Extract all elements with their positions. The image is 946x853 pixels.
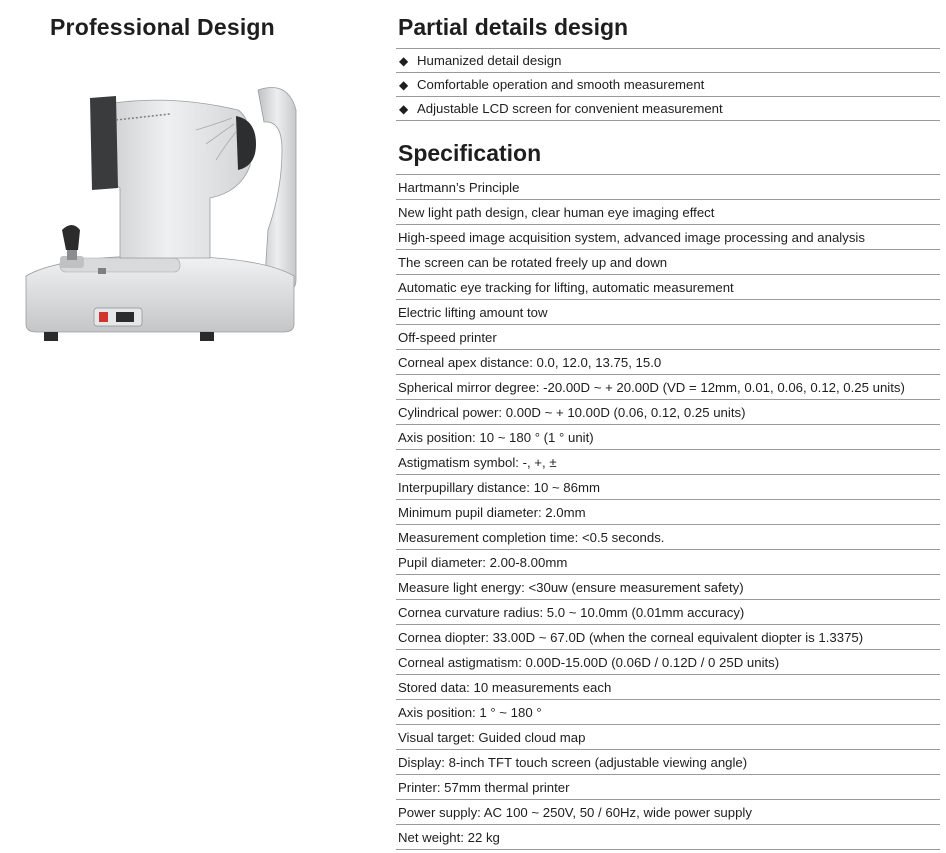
partial-details-heading: Partial details design bbox=[398, 14, 629, 40]
spec-row: New light path design, clear human eye imaging effect bbox=[396, 200, 940, 225]
spec-row: Spherical mirror degree: -20.00D ~ + 20.00D (VD = 12mm, 0.01, 0.06, 0.12, 0.25 units) bbox=[396, 375, 940, 400]
list-item bbox=[396, 48, 940, 73]
spec-row: Stored data: 10 measurements each bbox=[396, 675, 940, 700]
spec-row: High-speed image acquisition system, advanced image processing and analysis bbox=[396, 225, 940, 250]
list-item-text: Comfortable operation and smooth measurement bbox=[417, 77, 705, 92]
specification-heading: Specification bbox=[398, 140, 542, 166]
spec-row: Cornea diopter: 33.00D ~ 67.0D (when the corneal equivalent diopter is 1.3375) bbox=[396, 625, 940, 650]
spec-row: Measure light energy: <30uw (ensure measurement safety) bbox=[396, 575, 940, 600]
spec-row: Cornea curvature radius: 5.0 ~ 10.0mm (0.01mm accuracy) bbox=[396, 600, 940, 625]
list-item-text: Adjustable LCD screen for convenient measurement bbox=[417, 101, 723, 116]
spec-row: Pupil diameter: 2.00-8.00mm bbox=[396, 550, 940, 575]
spec-row: Display: 8-inch TFT touch screen (adjustable viewing angle) bbox=[396, 750, 940, 775]
spec-row: Power supply: AC 100 ~ 250V, 50 / 60Hz, wide power supply bbox=[396, 800, 940, 825]
spec-row: Printer: 57mm thermal printer bbox=[396, 775, 940, 800]
spec-row: Measurement completion time: <0.5 seconds. bbox=[396, 525, 940, 550]
spec-row: Cylindrical power: 0.00D ~ + 10.00D (0.06, 0.12, 0.25 units) bbox=[396, 400, 940, 425]
spec-row: Axis position: 1 ° ~ 180 ° bbox=[396, 700, 940, 725]
spec-row: Net weight: 22 kg bbox=[396, 825, 940, 850]
spec-row: Interpupillary distance: 10 ~ 86mm bbox=[396, 475, 940, 500]
diamond-bullet-icon: ◆ bbox=[399, 77, 409, 92]
spec-row: The screen can be rotated freely up and down bbox=[396, 250, 940, 275]
spec-row: Axis position: 10 ~ 180 ° (1 ° unit) bbox=[396, 425, 940, 450]
spec-row: Hartmann’s Principle bbox=[396, 174, 940, 200]
list-item-text: Humanized detail design bbox=[417, 53, 562, 68]
spec-row: Corneal apex distance: 0.0, 12.0, 13.75, 15.0 bbox=[396, 350, 940, 375]
spec-row: Automatic eye tracking for lifting, automatic measurement bbox=[396, 275, 940, 300]
autorefractor-product-image bbox=[20, 80, 300, 350]
diamond-bullet-icon: ◆ bbox=[399, 53, 409, 68]
spec-row: Electric lifting amount tow bbox=[396, 300, 940, 325]
spec-row: Off-speed printer bbox=[396, 325, 940, 350]
professional-design-title: Professional Design bbox=[50, 14, 275, 40]
partial-details-list bbox=[396, 48, 940, 121]
diamond-bullet-icon: ◆ bbox=[399, 101, 409, 116]
specification-list bbox=[396, 174, 940, 850]
list-item bbox=[396, 97, 940, 121]
spec-row: Minimum pupil diameter: 2.0mm bbox=[396, 500, 940, 525]
list-item bbox=[396, 73, 940, 97]
spec-row: Corneal astigmatism: 0.00D-15.00D (0.06D / 0.12D / 0 25D units) bbox=[396, 650, 940, 675]
spec-row: Astigmatism symbol: -, +, ± bbox=[396, 450, 940, 475]
spec-row: Visual target: Guided cloud map bbox=[396, 725, 940, 750]
